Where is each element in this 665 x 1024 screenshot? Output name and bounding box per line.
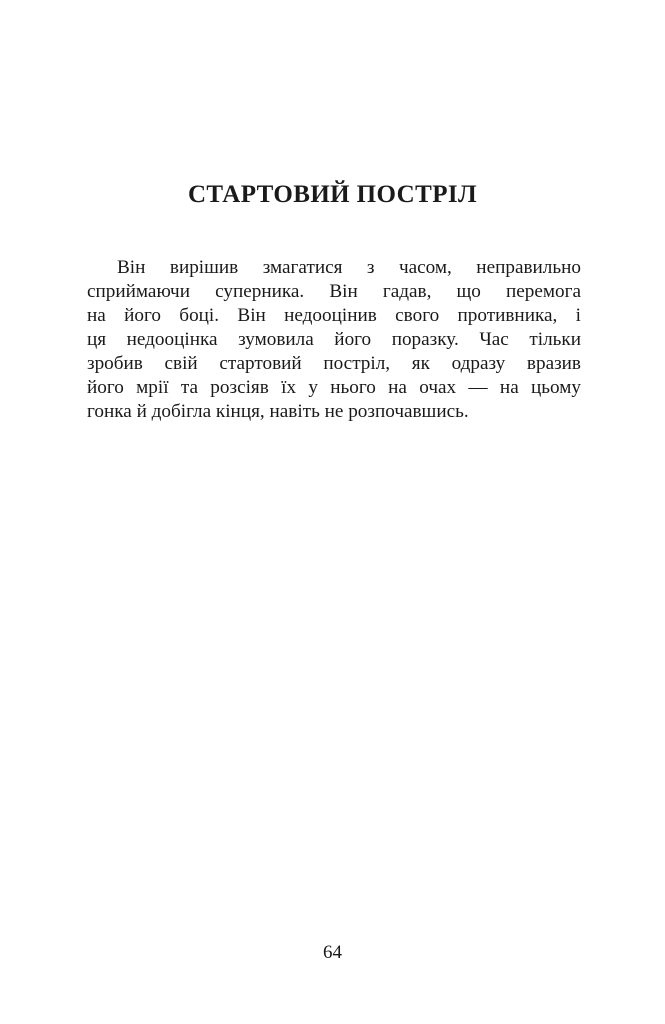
paragraph-line: гонка й добігла кінця, навіть не розпочавшись. [87,401,469,422]
paragraph-line: ця недооцінка зумовила його поразку. Час тільки [87,329,581,350]
paragraph-line: сприймаючи суперника. Він гадав, що перемога [87,281,581,302]
chapter-title: СТАРТОВИЙ ПОСТРІЛ [187,181,478,208]
paragraph-line: зробив свій стартовий постріл, як одразу вразив [87,353,581,374]
paragraph-line: його мрії та розсіяв їх у нього на очах — на цьому [87,377,581,398]
body-paragraph [87,256,581,424]
page-number: 64 [323,942,342,963]
paragraph-line: на його боці. Він недооцінив свого противника, і [87,305,581,326]
paragraph-line: Він вирішив змагатися з часом, неправильно [117,257,581,278]
